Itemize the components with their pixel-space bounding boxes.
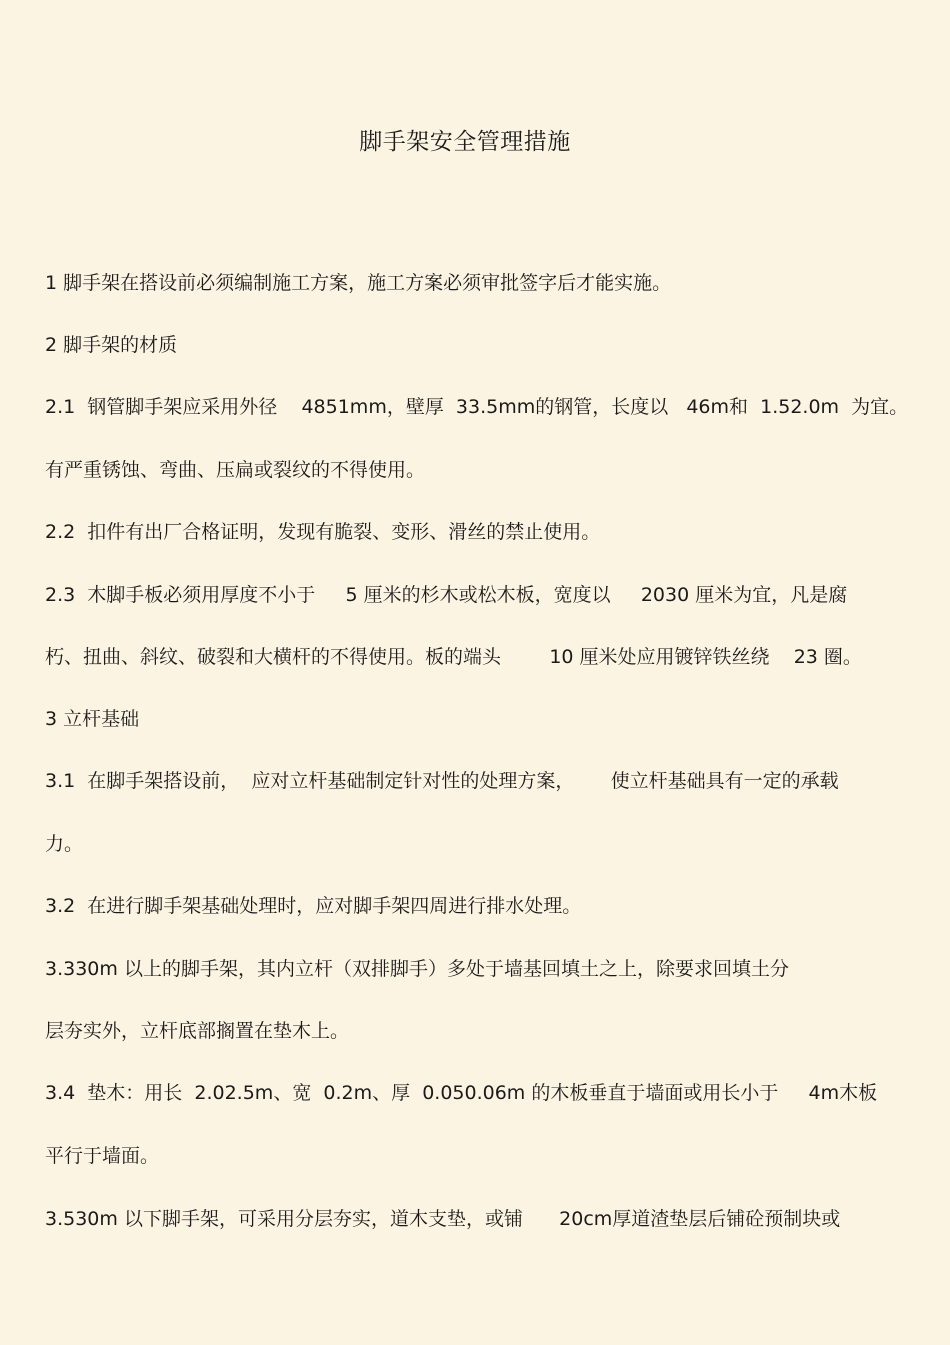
text-line: 2.1 钢管脚手架应采用外径 4851mm，壁厚 33.5mm的钢管，长度以 46m和 1.52.0m 为宜。 [45,396,909,418]
text-line: 3.530m 以下脚手架，可采用分层夯实，道木支垫，或铺 20cm厚道渣垫层后铺砼预制块或 [45,1208,841,1230]
text-line: 力。 [45,833,84,855]
text-line: 层夯实外，立杆底部搁置在垫木上。 [45,1020,350,1042]
text-line: 朽、扭曲、斜纹、破裂和大横杆的不得使用。板的端头 10 厘米处应用镀锌铁丝绕 23 圈。 [45,646,862,668]
text-line: 2.2 扣件有出厂合格证明，发现有脆裂、变形、滑丝的禁止使用。 [45,521,601,543]
text-line: 3.330m 以上的脚手架，其内立杆（双排脚手）多处于墙基回填土之上，除要求回填土分 [45,958,789,980]
document-title: 脚手架安全管理措施 [359,129,571,155]
section-heading: 2 脚手架的材质 [45,334,178,356]
text-line: 1 脚手架在搭设前必须编制施工方案，施工方案必须审批签字后才能实施。 [45,272,672,294]
text-line: 3.2 在进行脚手架基础处理时，应对脚手架四周进行排水处理。 [45,895,582,917]
text-line: 3.4 垫木：用长 2.02.5m、宽 0.2m、厚 0.050.06m 的木板垂直于墙面或用长小于 4m木板 [45,1082,878,1104]
text-line: 2.3 木脚手板必须用厚度不小于 5 厘米的杉木或松木板，宽度以 2030 厘米为宜，凡是腐 [45,584,848,606]
text-line: 3.1 在脚手架搭设前， 应对立杆基础制定针对性的处理方案， 使立杆基础具有一定的承载 [45,770,839,792]
text-line: 有严重锈蚀、弯曲、压扁或裂纹的不得使用。 [45,459,426,481]
text-line: 平行于墙面。 [45,1145,160,1167]
section-heading: 3 立杆基础 [45,708,140,730]
